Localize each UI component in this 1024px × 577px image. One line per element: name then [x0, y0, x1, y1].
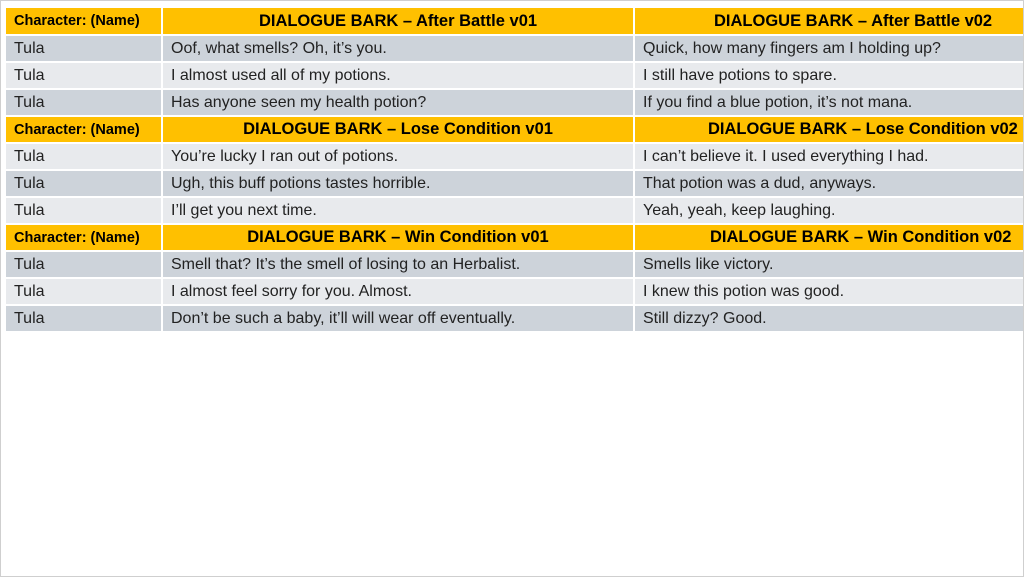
character-cell: Tula	[6, 251, 162, 278]
bark-v02-cell: Yeah, yeah, keep laughing.	[634, 197, 1024, 224]
table-row	[6, 197, 1024, 224]
bark-header-v01: DIALOGUE BARK – After Battle v01	[162, 8, 634, 35]
bark-v01-cell: I almost feel sorry for you. Almost.	[162, 278, 634, 305]
character-cell: Tula	[6, 143, 162, 170]
character-cell: Tula	[6, 305, 162, 332]
character-name-header: Character: (Name)	[6, 116, 162, 143]
bark-header-v02: DIALOGUE BARK – Win Condition v02	[634, 224, 1024, 251]
character-cell: Tula	[6, 89, 162, 116]
table-row	[6, 89, 1024, 116]
character-cell: Tula	[6, 35, 162, 62]
bark-v01-cell: Oof, what smells? Oh, it’s you.	[162, 35, 634, 62]
character-cell: Tula	[6, 197, 162, 224]
bark-v01-cell: I almost used all of my potions.	[162, 62, 634, 89]
table-row	[6, 62, 1024, 89]
dialogue-bark-table	[6, 8, 1024, 333]
bark-v02-cell: Smells like victory.	[634, 251, 1024, 278]
bark-header-v02: DIALOGUE BARK – Lose Condition v02	[634, 116, 1024, 143]
bark-v02-cell: I still have potions to spare.	[634, 62, 1024, 89]
table-row	[6, 170, 1024, 197]
bark-v02-cell: If you find a blue potion, it’s not mana.	[634, 89, 1024, 116]
bark-header-v02: DIALOGUE BARK – After Battle v02	[634, 8, 1024, 35]
bark-v01-cell: Smell that? It’s the smell of losing to an Herbalist.	[162, 251, 634, 278]
character-name-header: Character: (Name)	[6, 8, 162, 35]
character-cell: Tula	[6, 170, 162, 197]
bark-v01-cell: Has anyone seen my health potion?	[162, 89, 634, 116]
character-cell: Tula	[6, 278, 162, 305]
table-row	[6, 305, 1024, 332]
bark-v01-cell: Ugh, this buff potions tastes horrible.	[162, 170, 634, 197]
table-row	[6, 35, 1024, 62]
character-cell: Tula	[6, 62, 162, 89]
bark-v01-cell: I’ll get you next time.	[162, 197, 634, 224]
table-row	[6, 251, 1024, 278]
bark-header-v01: DIALOGUE BARK – Win Condition v01	[162, 224, 634, 251]
bark-v02-cell: I knew this potion was good.	[634, 278, 1024, 305]
table-row	[6, 143, 1024, 170]
table-row	[6, 278, 1024, 305]
bark-v02-cell: That potion was a dud, anyways.	[634, 170, 1024, 197]
section-header-win-condition	[6, 224, 1024, 251]
bark-header-v01: DIALOGUE BARK – Lose Condition v01	[162, 116, 634, 143]
bark-v02-cell: Quick, how many fingers am I holding up?	[634, 35, 1024, 62]
character-name-header: Character: (Name)	[6, 224, 162, 251]
bark-v01-cell: Don’t be such a baby, it’ll will wear off eventually.	[162, 305, 634, 332]
bark-v01-cell: You’re lucky I ran out of potions.	[162, 143, 634, 170]
section-header-after-battle	[6, 8, 1024, 35]
section-header-lose-condition	[6, 116, 1024, 143]
bark-v02-cell: I can’t believe it. I used everything I had.	[634, 143, 1024, 170]
bark-v02-cell: Still dizzy? Good.	[634, 305, 1024, 332]
